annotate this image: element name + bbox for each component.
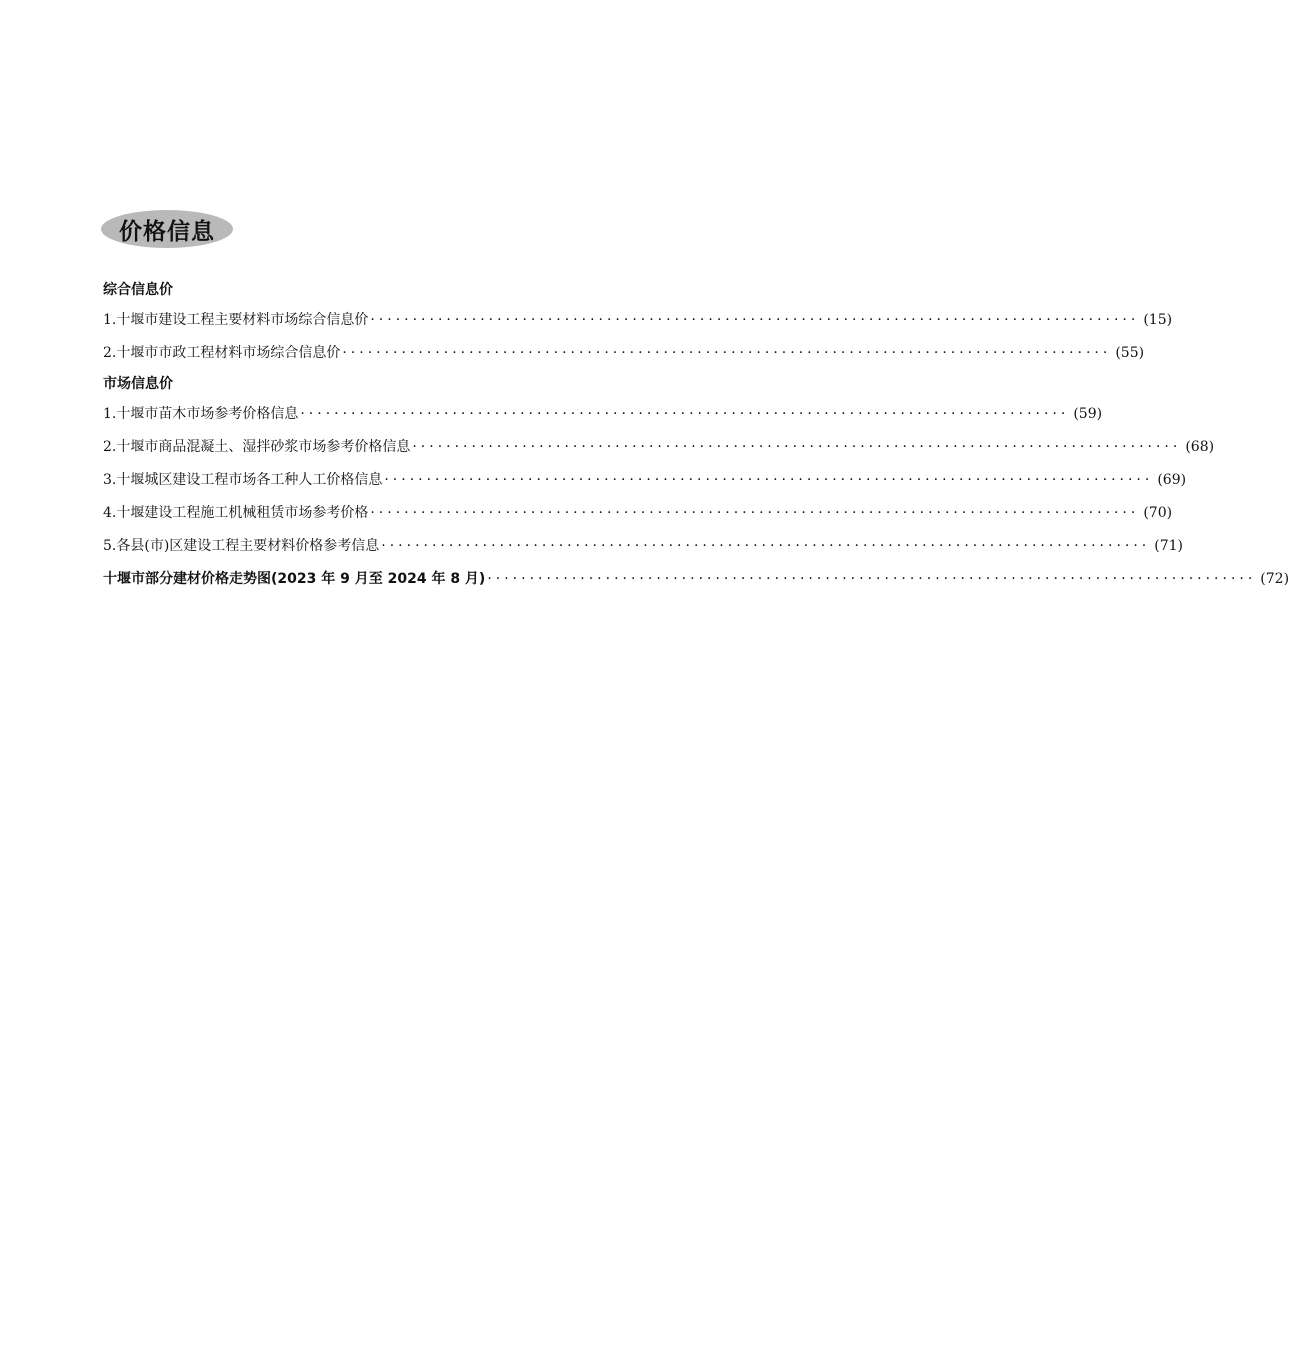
toc-entry[interactable] [103, 464, 1187, 497]
toc-entry-page: (15) [1143, 312, 1173, 328]
toc-entry-page: (69) [1157, 472, 1187, 488]
toc-entry-title: 2.十堰市商品混凝土、湿拌砂浆市场参考价格信息 [103, 439, 411, 455]
dot-leader: ··························································································· [381, 538, 1151, 554]
dot-leader: ··························································································· [342, 345, 1112, 361]
table-of-contents [103, 276, 1289, 596]
toc-entry-page: (70) [1143, 505, 1173, 521]
toc-entry[interactable] [103, 530, 1183, 563]
dot-leader: ··························································································· [300, 406, 1070, 422]
dot-leader: ··························································································· [384, 472, 1154, 488]
toc-entry-title: 5.各县(市)区建设工程主要材料价格参考信息 [103, 538, 380, 554]
toc-entry-page: (71) [1154, 538, 1183, 554]
toc-entry-page: (68) [1185, 439, 1215, 455]
toc-entry[interactable] [103, 398, 1103, 431]
toc-entry[interactable] [103, 337, 1145, 370]
toc-entry-title: 1.十堰市苗木市场参考价格信息 [103, 406, 299, 422]
toc-entry-title: 3.十堰城区建设工程市场各工种人工价格信息 [103, 472, 383, 488]
toc-entry-page: (59) [1073, 406, 1103, 422]
dot-leader: ··························································································· [370, 312, 1140, 328]
toc-entry-title: 1.十堰市建设工程主要材料市场综合信息价 [103, 312, 369, 328]
section-badge [101, 210, 233, 248]
toc-entry-page: (72) [1260, 571, 1289, 587]
dot-leader: ··························································································· [370, 505, 1140, 521]
toc-entry-title: 十堰市部分建材价格走势图(2023 年 9 月至 2024 年 8 月) [103, 571, 486, 587]
toc-entry-title: 2.十堰市市政工程材料市场综合信息价 [103, 345, 341, 361]
toc-entry-title: 4.十堰建设工程施工机械租赁市场参考价格 [103, 505, 369, 521]
section-heading-market: 市场信息价 [103, 376, 173, 392]
toc-entry-page: (55) [1115, 345, 1145, 361]
section-heading-comprehensive: 综合信息价 [103, 282, 173, 298]
toc-entry[interactable] [103, 431, 1215, 464]
dot-leader: ··························································································· [412, 439, 1182, 455]
toc-entry[interactable] [103, 497, 1173, 530]
dot-leader: ··························································································· [487, 571, 1257, 587]
toc-entry[interactable] [103, 304, 1173, 337]
badge-title: 价格信息 [119, 218, 215, 245]
toc-entry-trend-chart[interactable] [103, 563, 1289, 596]
